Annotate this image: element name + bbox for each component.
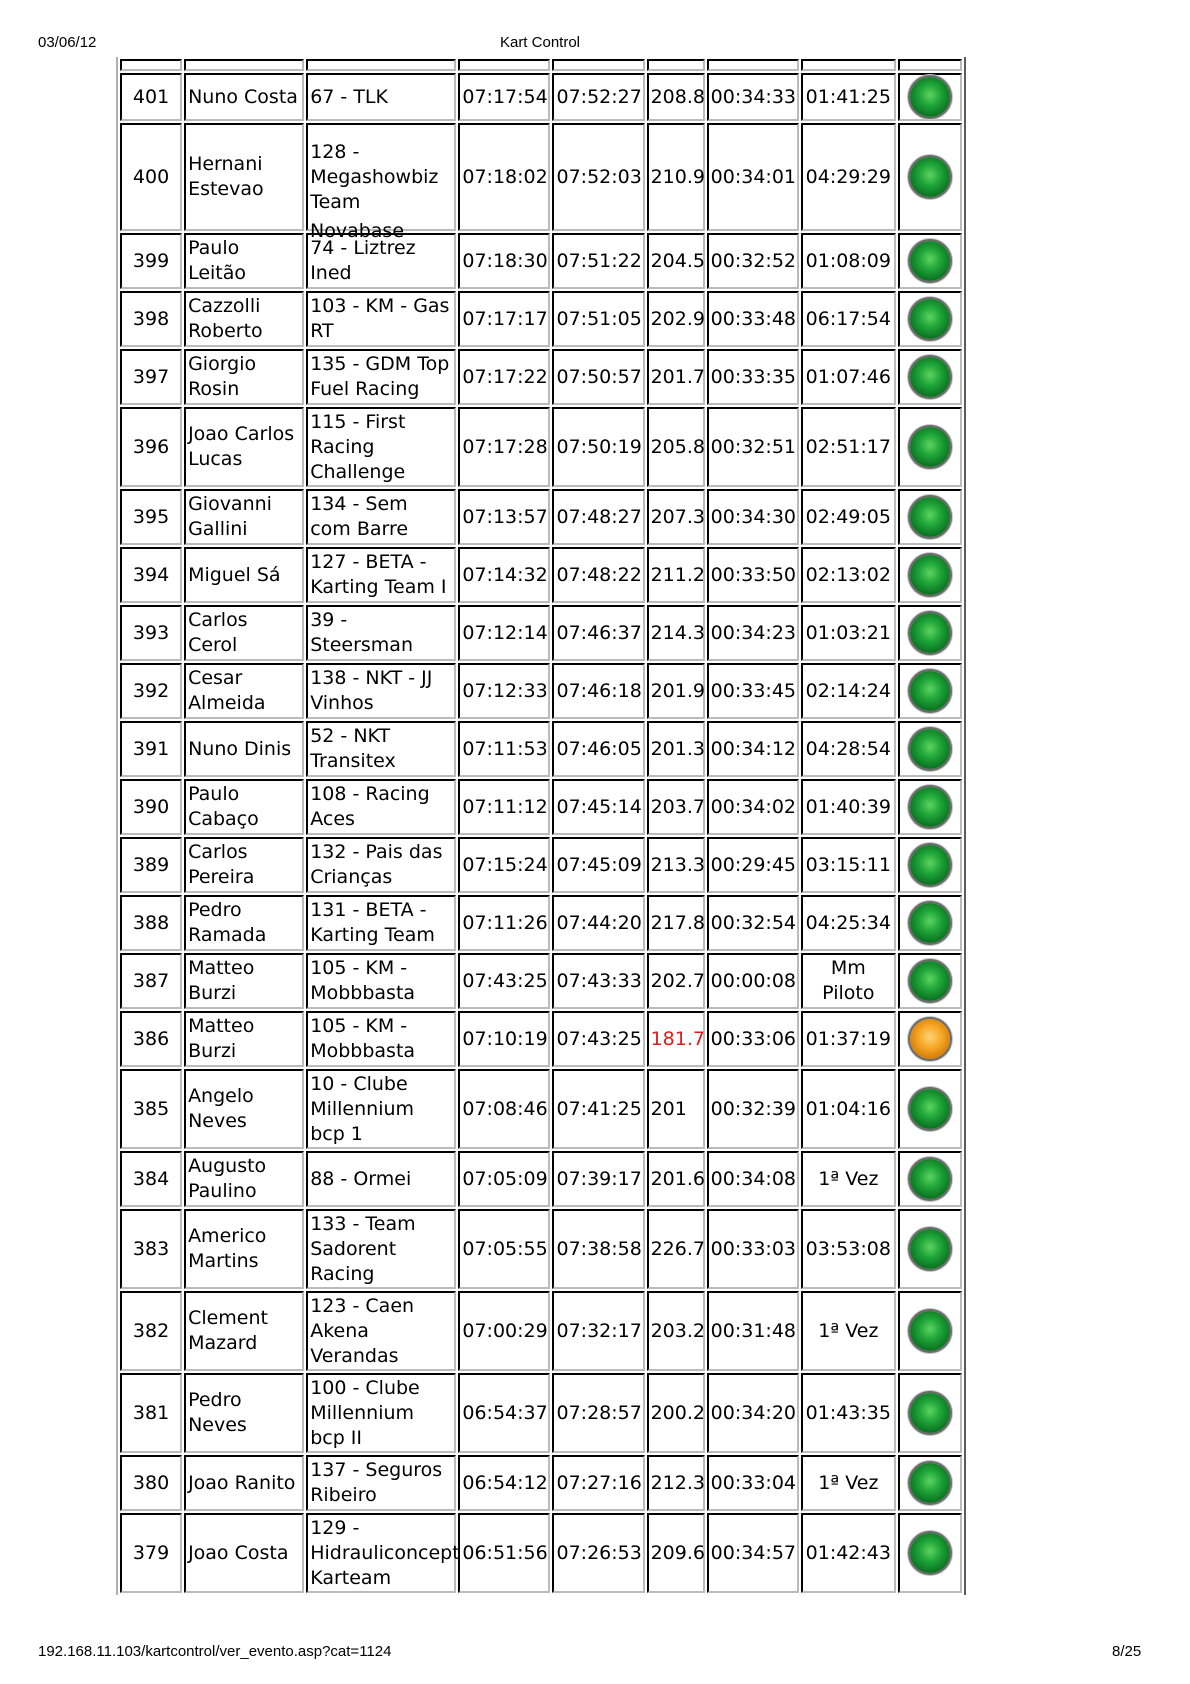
cell-end [552, 59, 644, 71]
cell-interval: 04:28:54 [801, 721, 896, 777]
cell-speed: 201.3 [647, 721, 705, 777]
page-title: Kart Control [499, 34, 581, 51]
cell-interval: 02:13:02 [801, 547, 896, 603]
cell-interval: 01:41:25 [801, 73, 896, 121]
cell-id: 383 [120, 1209, 182, 1289]
cell-driver [184, 59, 304, 71]
team-overflow-text: Novabase [310, 220, 405, 242]
cell-driver: Matteo Burzi [184, 1011, 304, 1067]
cell-status [898, 1011, 962, 1067]
cell-status [898, 489, 962, 545]
cell-start: 07:05:55 [458, 1209, 550, 1289]
cell-end: 07:44:20 [552, 895, 644, 951]
green-led-icon [910, 845, 950, 885]
cell-start: 07:15:24 [458, 837, 550, 893]
cell-duration: 00:32:52 [707, 233, 799, 289]
cell-status [898, 953, 962, 1009]
cell-team: 127 - BETA - Karting Team I [306, 547, 456, 603]
cell-start: 07:17:22 [458, 349, 550, 405]
cell-start: 07:18:30 [458, 233, 550, 289]
table-row-partial [120, 59, 962, 71]
cell-status [898, 59, 962, 71]
cell-start: 07:43:25 [458, 953, 550, 1009]
cell-team: 88 - Ormei [306, 1151, 456, 1207]
cell-driver: Cazzolli Roberto [184, 291, 304, 347]
cell-team: 52 - NKT Transitex [306, 721, 456, 777]
cell-speed: 226.7 [647, 1209, 705, 1289]
cell-end: 07:46:05 [552, 721, 644, 777]
cell-start: 06:54:37 [458, 1373, 550, 1453]
green-led-icon [910, 729, 950, 769]
cell-speed: 205.8 [647, 407, 705, 487]
cell-team: 128 - Megashowbiz Team [306, 123, 456, 231]
cell-end: 07:50:19 [552, 407, 644, 487]
cell-duration: 00:33:06 [707, 1011, 799, 1067]
cell-driver: Paulo Cabaço [184, 779, 304, 835]
cell-start [458, 59, 550, 71]
cell-driver: Hernani Estevao [184, 123, 304, 231]
cell-team: 100 - Clube Millennium bcp II [306, 1373, 456, 1453]
cell-interval: 04:29:29 [801, 123, 896, 231]
cell-team: 10 - Clube Millennium bcp 1 [306, 1069, 456, 1149]
cell-driver: Nuno Costa [184, 73, 304, 121]
cell-id: 388 [120, 895, 182, 951]
cell-start: 07:11:26 [458, 895, 550, 951]
cell-start: 07:11:12 [458, 779, 550, 835]
green-led-icon [910, 555, 950, 595]
cell-status [898, 123, 962, 231]
table-row [120, 1011, 962, 1067]
cell-speed: 212.3 [647, 1455, 705, 1511]
cell-id [120, 59, 182, 71]
cell-team: 105 - KM - Mobbbasta [306, 953, 456, 1009]
cell-duration: 00:29:45 [707, 837, 799, 893]
green-led-icon [910, 1533, 950, 1573]
cell-status [898, 407, 962, 487]
cell-speed: 207.3 [647, 489, 705, 545]
green-led-icon [910, 903, 950, 943]
cell-end: 07:26:53 [552, 1513, 644, 1593]
cell-speed: 201.6 [647, 1151, 705, 1207]
cell-interval: 02:51:17 [801, 407, 896, 487]
cell-interval [801, 59, 896, 71]
cell-start: 07:10:19 [458, 1011, 550, 1067]
green-led-icon [910, 157, 950, 197]
cell-duration: 00:00:08 [707, 953, 799, 1009]
cell-driver: Matteo Burzi [184, 953, 304, 1009]
green-led-icon [910, 241, 950, 281]
cell-interval: 1ª Vez [801, 1291, 896, 1371]
table-row [120, 953, 962, 1009]
cell-team [306, 59, 456, 71]
green-led-icon [910, 1393, 950, 1433]
cell-end: 07:45:09 [552, 837, 644, 893]
cell-status [898, 1455, 962, 1511]
table-row [120, 605, 962, 661]
cell-id: 385 [120, 1069, 182, 1149]
cell-end: 07:46:37 [552, 605, 644, 661]
cell-status [898, 233, 962, 289]
cell-team: 134 - Sem com Barre [306, 489, 456, 545]
cell-status [898, 349, 962, 405]
cell-duration [707, 59, 799, 71]
cell-end: 07:32:17 [552, 1291, 644, 1371]
cell-start: 07:14:32 [458, 547, 550, 603]
cell-driver: Giovanni Gallini [184, 489, 304, 545]
green-led-icon [910, 357, 950, 397]
cell-id: 387 [120, 953, 182, 1009]
green-led-icon [910, 299, 950, 339]
cell-speed: 203.7 [647, 779, 705, 835]
cell-interval: 1ª Vez [801, 1151, 896, 1207]
cell-duration: 00:34:02 [707, 779, 799, 835]
cell-start: 07:17:54 [458, 73, 550, 121]
cell-team: 39 - Steersman [306, 605, 456, 661]
cell-id: 401 [120, 73, 182, 121]
cell-interval: 04:25:34 [801, 895, 896, 951]
cell-duration: 00:32:54 [707, 895, 799, 951]
cell-team: 132 - Pais das Crianças [306, 837, 456, 893]
green-led-icon [910, 787, 950, 827]
cell-driver: Giorgio Rosin [184, 349, 304, 405]
cell-interval: 01:08:09 [801, 233, 896, 289]
table-row [120, 837, 962, 893]
cell-start: 07:17:28 [458, 407, 550, 487]
cell-duration: 00:33:35 [707, 349, 799, 405]
cell-start: 07:12:33 [458, 663, 550, 719]
cell-status [898, 1513, 962, 1593]
cell-start: 07:18:02 [458, 123, 550, 231]
table-row [120, 547, 962, 603]
table-row [120, 895, 962, 951]
cell-driver: Paulo Leitão [184, 233, 304, 289]
cell-driver: Joao Costa [184, 1513, 304, 1593]
cell-end: 07:27:16 [552, 1455, 644, 1511]
table-row [120, 73, 962, 121]
cell-driver: Joao Carlos Lucas [184, 407, 304, 487]
cell-start: 07:11:53 [458, 721, 550, 777]
cell-duration: 00:33:04 [707, 1455, 799, 1511]
cell-id: 389 [120, 837, 182, 893]
cell-driver: Clement Mazard [184, 1291, 304, 1371]
cell-end: 07:38:58 [552, 1209, 644, 1289]
results-table-body [120, 59, 962, 1593]
green-led-icon [910, 427, 950, 467]
cell-end: 07:28:57 [552, 1373, 644, 1453]
cell-status [898, 1373, 962, 1453]
green-led-icon [910, 671, 950, 711]
green-led-icon [910, 497, 950, 537]
cell-id: 390 [120, 779, 182, 835]
cell-speed: 200.2 [647, 1373, 705, 1453]
cell-interval: 1ª Vez [801, 1455, 896, 1511]
cell-team: 138 - NKT - JJ Vinhos [306, 663, 456, 719]
cell-speed: 202.7 [647, 953, 705, 1009]
table-row [120, 349, 962, 405]
cell-end: 07:39:17 [552, 1151, 644, 1207]
cell-duration: 00:34:20 [707, 1373, 799, 1453]
cell-interval: 02:14:24 [801, 663, 896, 719]
cell-driver: Carlos Pereira [184, 837, 304, 893]
cell-status [898, 1291, 962, 1371]
cell-interval: 01:42:43 [801, 1513, 896, 1593]
table-row [120, 1373, 962, 1453]
cell-speed: 208.8 [647, 73, 705, 121]
cell-status [898, 1209, 962, 1289]
cell-interval: 01:04:16 [801, 1069, 896, 1149]
cell-speed: 213.3 [647, 837, 705, 893]
cell-end: 07:48:27 [552, 489, 644, 545]
cell-team: 137 - Seguros Ribeiro [306, 1455, 456, 1511]
print-date: 03/06/12 [38, 34, 97, 51]
orange-led-icon [910, 1019, 950, 1059]
green-led-icon [910, 961, 950, 1001]
green-led-icon [910, 1229, 950, 1269]
cell-team: 103 - KM - Gas RT [306, 291, 456, 347]
green-led-icon [910, 1311, 950, 1351]
cell-status [898, 895, 962, 951]
cell-team: 105 - KM - Mobbbasta [306, 1011, 456, 1067]
cell-driver: Carlos Cerol [184, 605, 304, 661]
table-row [120, 123, 962, 231]
cell-id: 380 [120, 1455, 182, 1511]
cell-speed: 211.2 [647, 547, 705, 603]
cell-driver: Nuno Dinis [184, 721, 304, 777]
cell-speed: 201.9 [647, 663, 705, 719]
cell-interval: 01:40:39 [801, 779, 896, 835]
cell-start: 06:54:12 [458, 1455, 550, 1511]
cell-id: 399 [120, 233, 182, 289]
cell-duration: 00:34:12 [707, 721, 799, 777]
cell-team: 135 - GDM Top Fuel Racing [306, 349, 456, 405]
cell-duration: 00:32:51 [707, 407, 799, 487]
cell-duration: 00:33:48 [707, 291, 799, 347]
cell-team: 123 - Caen Akena Verandas [306, 1291, 456, 1371]
cell-id: 397 [120, 349, 182, 405]
cell-status [898, 779, 962, 835]
cell-duration: 00:33:03 [707, 1209, 799, 1289]
cell-id: 395 [120, 489, 182, 545]
cell-end: 07:51:05 [552, 291, 644, 347]
cell-end: 07:45:14 [552, 779, 644, 835]
cell-interval: 01:03:21 [801, 605, 896, 661]
cell-end: 07:51:22 [552, 233, 644, 289]
cell-start: 06:51:56 [458, 1513, 550, 1593]
cell-interval: Mm Piloto [801, 953, 896, 1009]
cell-status [898, 73, 962, 121]
green-led-icon [910, 1159, 950, 1199]
cell-id: 391 [120, 721, 182, 777]
cell-interval: 02:49:05 [801, 489, 896, 545]
cell-interval: 03:53:08 [801, 1209, 896, 1289]
cell-interval: 01:07:46 [801, 349, 896, 405]
cell-status [898, 291, 962, 347]
cell-duration: 00:34:01 [707, 123, 799, 231]
cell-start: 07:13:57 [458, 489, 550, 545]
cell-id: 394 [120, 547, 182, 603]
cell-end: 07:52:03 [552, 123, 644, 231]
cell-end: 07:43:33 [552, 953, 644, 1009]
table-row [120, 779, 962, 835]
cell-speed [647, 59, 705, 71]
table-row [120, 407, 962, 487]
cell-speed: 201.7 [647, 349, 705, 405]
cell-start: 07:17:17 [458, 291, 550, 347]
table-row [120, 1209, 962, 1289]
cell-interval: 01:37:19 [801, 1011, 896, 1067]
results-table-container [116, 57, 968, 1635]
cell-id: 381 [120, 1373, 182, 1453]
cell-speed: 181.7 [647, 1011, 705, 1067]
cell-end: 07:43:25 [552, 1011, 644, 1067]
cell-status [898, 721, 962, 777]
cell-id: 382 [120, 1291, 182, 1371]
cell-speed: 209.6 [647, 1513, 705, 1593]
table-row [120, 1513, 962, 1593]
cell-start: 07:12:14 [458, 605, 550, 661]
cell-end: 07:52:27 [552, 73, 644, 121]
green-led-icon [910, 1463, 950, 1503]
cell-speed: 210.9 [647, 123, 705, 231]
cell-end: 07:48:22 [552, 547, 644, 603]
cell-duration: 00:32:39 [707, 1069, 799, 1149]
results-table [116, 57, 966, 1595]
cell-duration: 00:34:30 [707, 489, 799, 545]
cell-interval: 01:43:35 [801, 1373, 896, 1453]
green-led-icon [910, 1089, 950, 1129]
cell-duration: 00:34:57 [707, 1513, 799, 1593]
cell-interval: 06:17:54 [801, 291, 896, 347]
cell-status [898, 547, 962, 603]
cell-start: 07:05:09 [458, 1151, 550, 1207]
cell-id: 400 [120, 123, 182, 231]
cell-end: 07:41:25 [552, 1069, 644, 1149]
cell-id: 386 [120, 1011, 182, 1067]
cell-speed: 203.2 [647, 1291, 705, 1371]
cell-team: 133 - Team Sadorent Racing [306, 1209, 456, 1289]
cell-driver: Miguel Sá [184, 547, 304, 603]
green-led-icon [910, 77, 950, 117]
cell-status [898, 837, 962, 893]
page-number: 8/25 [1112, 1643, 1142, 1660]
cell-status [898, 1069, 962, 1149]
cell-team: 67 - TLK [306, 73, 456, 121]
cell-duration: 00:33:50 [707, 547, 799, 603]
cell-duration: 00:31:48 [707, 1291, 799, 1371]
table-row [120, 489, 962, 545]
table-row [120, 663, 962, 719]
green-led-icon [910, 613, 950, 653]
table-row [120, 1069, 962, 1149]
cell-team: 108 - Racing Aces [306, 779, 456, 835]
cell-id: 393 [120, 605, 182, 661]
cell-id: 398 [120, 291, 182, 347]
table-row [120, 233, 962, 289]
cell-end: 07:50:57 [552, 349, 644, 405]
cell-status [898, 1151, 962, 1207]
table-row [120, 291, 962, 347]
cell-speed: 204.5 [647, 233, 705, 289]
cell-driver: Americo Martins [184, 1209, 304, 1289]
cell-duration: 00:34:23 [707, 605, 799, 661]
cell-team: 74 - Liztrez Ined [306, 233, 456, 289]
cell-status [898, 663, 962, 719]
cell-start: 07:00:29 [458, 1291, 550, 1371]
cell-end: 07:46:18 [552, 663, 644, 719]
cell-driver: Cesar Almeida [184, 663, 304, 719]
cell-duration: 00:33:45 [707, 663, 799, 719]
cell-driver: Pedro Ramada [184, 895, 304, 951]
cell-driver: Augusto Paulino [184, 1151, 304, 1207]
cell-team: 131 - BETA - Karting Team [306, 895, 456, 951]
page-url: 192.168.11.103/kartcontrol/ver_evento.asp?cat=1124 [38, 1643, 392, 1660]
table-row [120, 1151, 962, 1207]
cell-driver: Pedro Neves [184, 1373, 304, 1453]
cell-start: 07:08:46 [458, 1069, 550, 1149]
cell-duration: 00:34:08 [707, 1151, 799, 1207]
cell-driver: Joao Ranito [184, 1455, 304, 1511]
cell-speed: 201 [647, 1069, 705, 1149]
cell-speed: 217.8 [647, 895, 705, 951]
cell-id: 396 [120, 407, 182, 487]
cell-id: 392 [120, 663, 182, 719]
cell-speed: 202.9 [647, 291, 705, 347]
table-row [120, 1455, 962, 1511]
cell-team: 129 - Hidrauliconcept Karteam [306, 1513, 456, 1593]
table-row [120, 1291, 962, 1371]
cell-driver: Angelo Neves [184, 1069, 304, 1149]
cell-id: 379 [120, 1513, 182, 1593]
cell-interval: 03:15:11 [801, 837, 896, 893]
cell-duration: 00:34:33 [707, 73, 799, 121]
table-row [120, 721, 962, 777]
cell-id: 384 [120, 1151, 182, 1207]
cell-team: 115 - First Racing Challenge [306, 407, 456, 487]
cell-status [898, 605, 962, 661]
cell-speed: 214.3 [647, 605, 705, 661]
